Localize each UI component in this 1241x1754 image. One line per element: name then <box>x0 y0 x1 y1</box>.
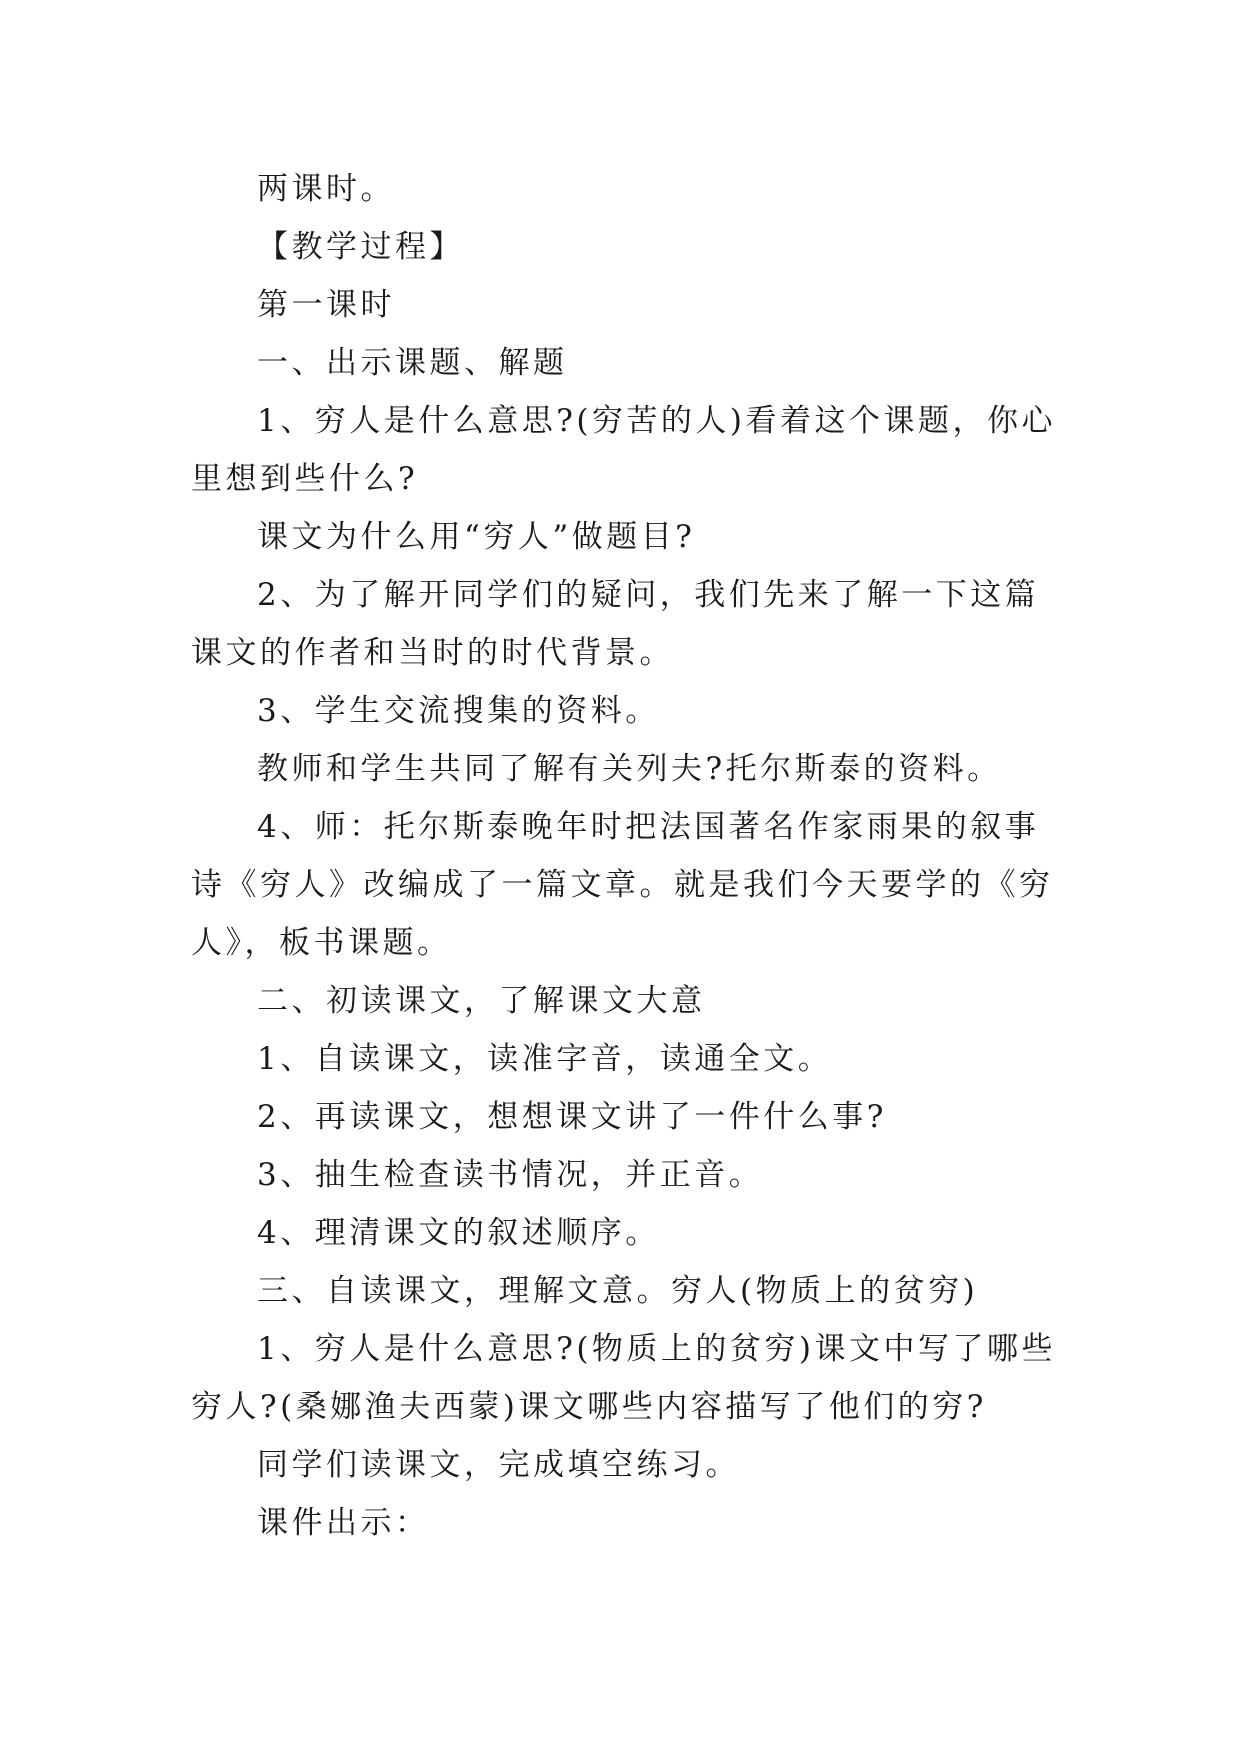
paragraph: 4、理清课文的叙述顺序。 <box>257 1215 660 1251</box>
step-heading-2: 二、初读课文，了解课文大意 <box>257 983 706 1019</box>
paragraph: 4、师：托尔斯泰晚年时把法国著名作家雨果的叙事诗《穷人》改编成了一篇文章。就是我们今天要学的《穷人》，板书课题。 <box>191 809 1054 961</box>
paragraph: 3、学生交流搜集的资料。 <box>257 693 660 729</box>
section-heading-teaching-process: 【教学过程】 <box>257 229 464 265</box>
paragraph: 教师和学生共同了解有关列夫?托尔斯泰的资料。 <box>257 751 1002 787</box>
paragraph: 同学们读课文，完成填空练习。 <box>257 1447 740 1483</box>
paragraph: 2、为了解开同学们的疑问，我们先来了解一下这篇课文的作者和当时的时代背景。 <box>191 577 1040 671</box>
step-heading-1: 一、出示课题、解题 <box>257 345 568 381</box>
paragraph: 1、穷人是什么意思?(穷苦的人)看着这个课题，你心里想到些什么? <box>191 403 1057 497</box>
paragraph: 1、自读课文，读准字音，读通全文。 <box>257 1041 833 1077</box>
lesson-heading-first: 第一课时 <box>257 287 395 323</box>
paragraph: 2、再读课文，想想课文讲了一件什么事? <box>257 1099 887 1135</box>
paragraph-duration: 两课时。 <box>257 171 395 207</box>
paragraph: 课文为什么用“穷人”做题目? <box>257 519 696 555</box>
document-body <box>191 160 1061 1552</box>
paragraph: 课件出示： <box>257 1505 430 1541</box>
step-heading-3: 三、自读课文，理解文意。穷人(物质上的贫穷) <box>257 1273 979 1309</box>
paragraph: 3、抽生检查读书情况，并正音。 <box>257 1157 764 1193</box>
paragraph: 1、穷人是什么意思?(物质上的贫穷)课文中写了哪些穷人?(桑娜渔夫西蒙)课文哪些内容描写了他们的穷? <box>191 1331 1057 1425</box>
